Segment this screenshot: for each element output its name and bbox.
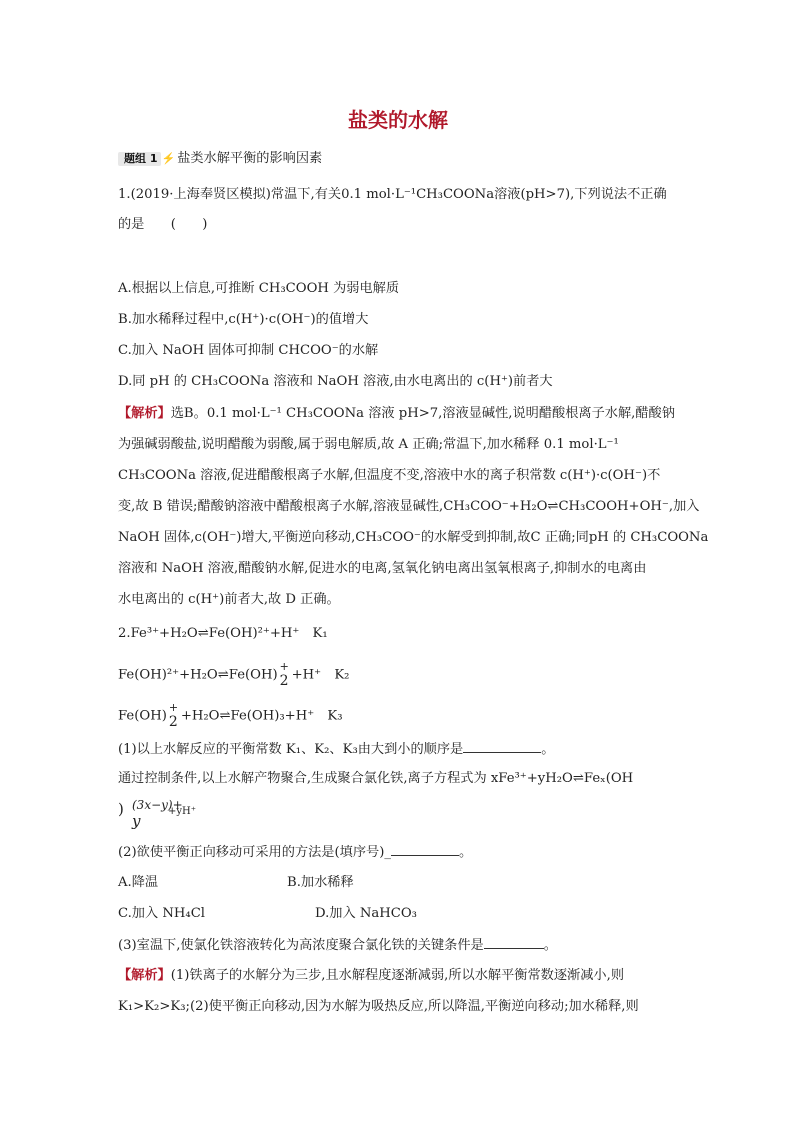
q1-analysis-line1 bbox=[118, 405, 675, 423]
q2-sub1-text: (1)以上水解反应的平衡常数 K₁、K₂、K₃由大到小的顺序是 bbox=[118, 742, 464, 757]
polymer-charge: (3x−y)+ bbox=[132, 798, 183, 812]
q2-option-d: D.加入 NaHCO₃ bbox=[315, 906, 417, 921]
q1-analysis-line6: 溶液和 NaOH 溶液,醋酸钠水解,促进水的电离,氢氧化钠电离出氢氧根离子,抑制水的电离由 bbox=[118, 561, 647, 576]
eq2-left: Fe(OH)²⁺+H₂O⇌Fe(OH) bbox=[118, 667, 278, 683]
polymer-subscript: y bbox=[132, 812, 141, 830]
eq3-charge bbox=[167, 701, 181, 730]
analysis-text: 选B。0.1 mol·L⁻¹ CH₃COONa 溶液 pH>7,溶液显碱性,说明醋酸根离子水解,醋酸钠 bbox=[170, 406, 675, 421]
eq2-charge-sign: + bbox=[279, 660, 289, 673]
group-badge: 题组 1 bbox=[118, 152, 161, 166]
q2-control-line2 bbox=[118, 798, 197, 830]
answer-blank-2[interactable] bbox=[391, 843, 459, 856]
answer-blank-1[interactable] bbox=[463, 740, 541, 753]
q2-sub3-text: (3)室温下,使氯化铁溶液转化为高浓度聚合氯化铁的关键条件是 bbox=[118, 938, 484, 953]
q2-control-line: 通过控制条件,以上水解产物聚合,生成聚合氯化铁,离子方程式为 xFe³⁺+yH₂O⇌Feₓ(OH bbox=[118, 771, 634, 786]
q2-sub1-end: 。 bbox=[541, 742, 555, 757]
group-header bbox=[118, 150, 322, 168]
eq3-subscript: 2 bbox=[168, 714, 178, 730]
page-title: 盐类的水解 bbox=[348, 108, 448, 132]
eq2-right: +H⁺ K₂ bbox=[291, 667, 350, 683]
analysis-tag-2: 【解析】 bbox=[118, 968, 171, 983]
q1-option-a: A.根据以上信息,可推断 CH₃COOH 为弱电解质 bbox=[118, 281, 400, 296]
q1-analysis-line5: NaOH 固体,c(OH⁻)增大,平衡逆向移动,CH₃COO⁻的水解受到抑制,故C 正确;同pH 的 CH₃COONa bbox=[118, 530, 709, 545]
q1-analysis-line7: 水电离出的 c(H⁺)前者大,故 D 正确。 bbox=[118, 592, 340, 607]
q2-equation-1: 2.Fe³⁺+H₂O⇌Fe(OH)²⁺+H⁺ K₁ bbox=[118, 626, 328, 641]
analysis-tag: 【解析】 bbox=[118, 406, 171, 421]
eq3-left: Fe(OH) bbox=[118, 708, 167, 724]
q1-option-b: B.加水稀释过程中,c(H⁺)·c(OH⁻)的值增大 bbox=[118, 312, 369, 327]
lightning-icon: ⚡ bbox=[161, 152, 176, 165]
answer-blank-3[interactable] bbox=[484, 936, 544, 949]
analysis-text-2: (1)铁离子的水解分为三步,且水解程度逐渐减弱,所以水解平衡常数逐渐减小,则 bbox=[170, 968, 625, 983]
q2-analysis-line2: K₁>K₂>K₃;(2)使平衡正向移动,因为水解为吸热反应,所以降温,平衡逆向移动;加水稀释,则 bbox=[118, 999, 639, 1014]
q1-stem-line1: 1.(2019·上海奉贤区模拟)常温下,有关0.1 mol·L⁻¹CH₃COONa溶液(pH>7),下列说法不正确 bbox=[118, 187, 667, 202]
q2-equation-2 bbox=[118, 660, 350, 689]
q2-sub2-end: 。 bbox=[458, 845, 473, 860]
q1-option-c: C.加入 NaOH 固体可抑制 CHCOO⁻的水解 bbox=[118, 343, 379, 358]
q1-stem-line2: 的是 ( ) bbox=[118, 217, 208, 232]
group-title: 盐类水解平衡的影响因素 bbox=[177, 151, 323, 166]
eq3-charge-sign: + bbox=[168, 701, 179, 714]
eq3-right: +H₂O⇌Fe(OH)₃+H⁺ K₃ bbox=[180, 708, 343, 724]
eq2-subscript: 2 bbox=[279, 673, 289, 689]
q2-option-c: C.加入 NH₄Cl bbox=[118, 906, 206, 921]
q1-analysis-line4: 变,故 B 错误;醋酸钠溶液中醋酸根离子水解,溶液显碱性,CH₃COO⁻+H₂O⇌CH₃COOH+OH⁻,加入 bbox=[118, 499, 700, 514]
q1-analysis-line2: 为强碱弱酸盐,说明醋酸为弱酸,属于弱电解质,故 A 正确;常温下,加水稀释 0.1 mol·L⁻¹ bbox=[118, 437, 619, 452]
q1-analysis-line3: CH₃COONa 溶液,促进醋酸根离子水解,但温度不变,溶液中水的离子积常数 c(H⁺)·c(OH⁻)不 bbox=[118, 468, 661, 483]
q2-option-a: A.降温 bbox=[118, 875, 159, 890]
eq2-charge bbox=[278, 660, 292, 689]
q2-sub3 bbox=[118, 936, 557, 955]
q1-option-d: D.同 pH 的 CH₃COONa 溶液和 NaOH 溶液,由水电离出的 c(H⁺)前者大 bbox=[118, 374, 553, 389]
q2-sub2 bbox=[118, 843, 472, 862]
q2-sub3-end: 。 bbox=[543, 938, 557, 953]
q2-analysis-line1 bbox=[118, 967, 624, 985]
q2-sub1 bbox=[118, 740, 554, 759]
q2-option-b: B.加水稀释 bbox=[287, 875, 354, 890]
paren-close: ) bbox=[118, 800, 124, 818]
polymer-tail: +yH⁺ bbox=[168, 806, 197, 817]
q2-equation-3 bbox=[118, 701, 343, 730]
q2-sub2-text: (2)欲使平衡正向移动可采用的方法是(填序号)_ bbox=[118, 845, 391, 860]
